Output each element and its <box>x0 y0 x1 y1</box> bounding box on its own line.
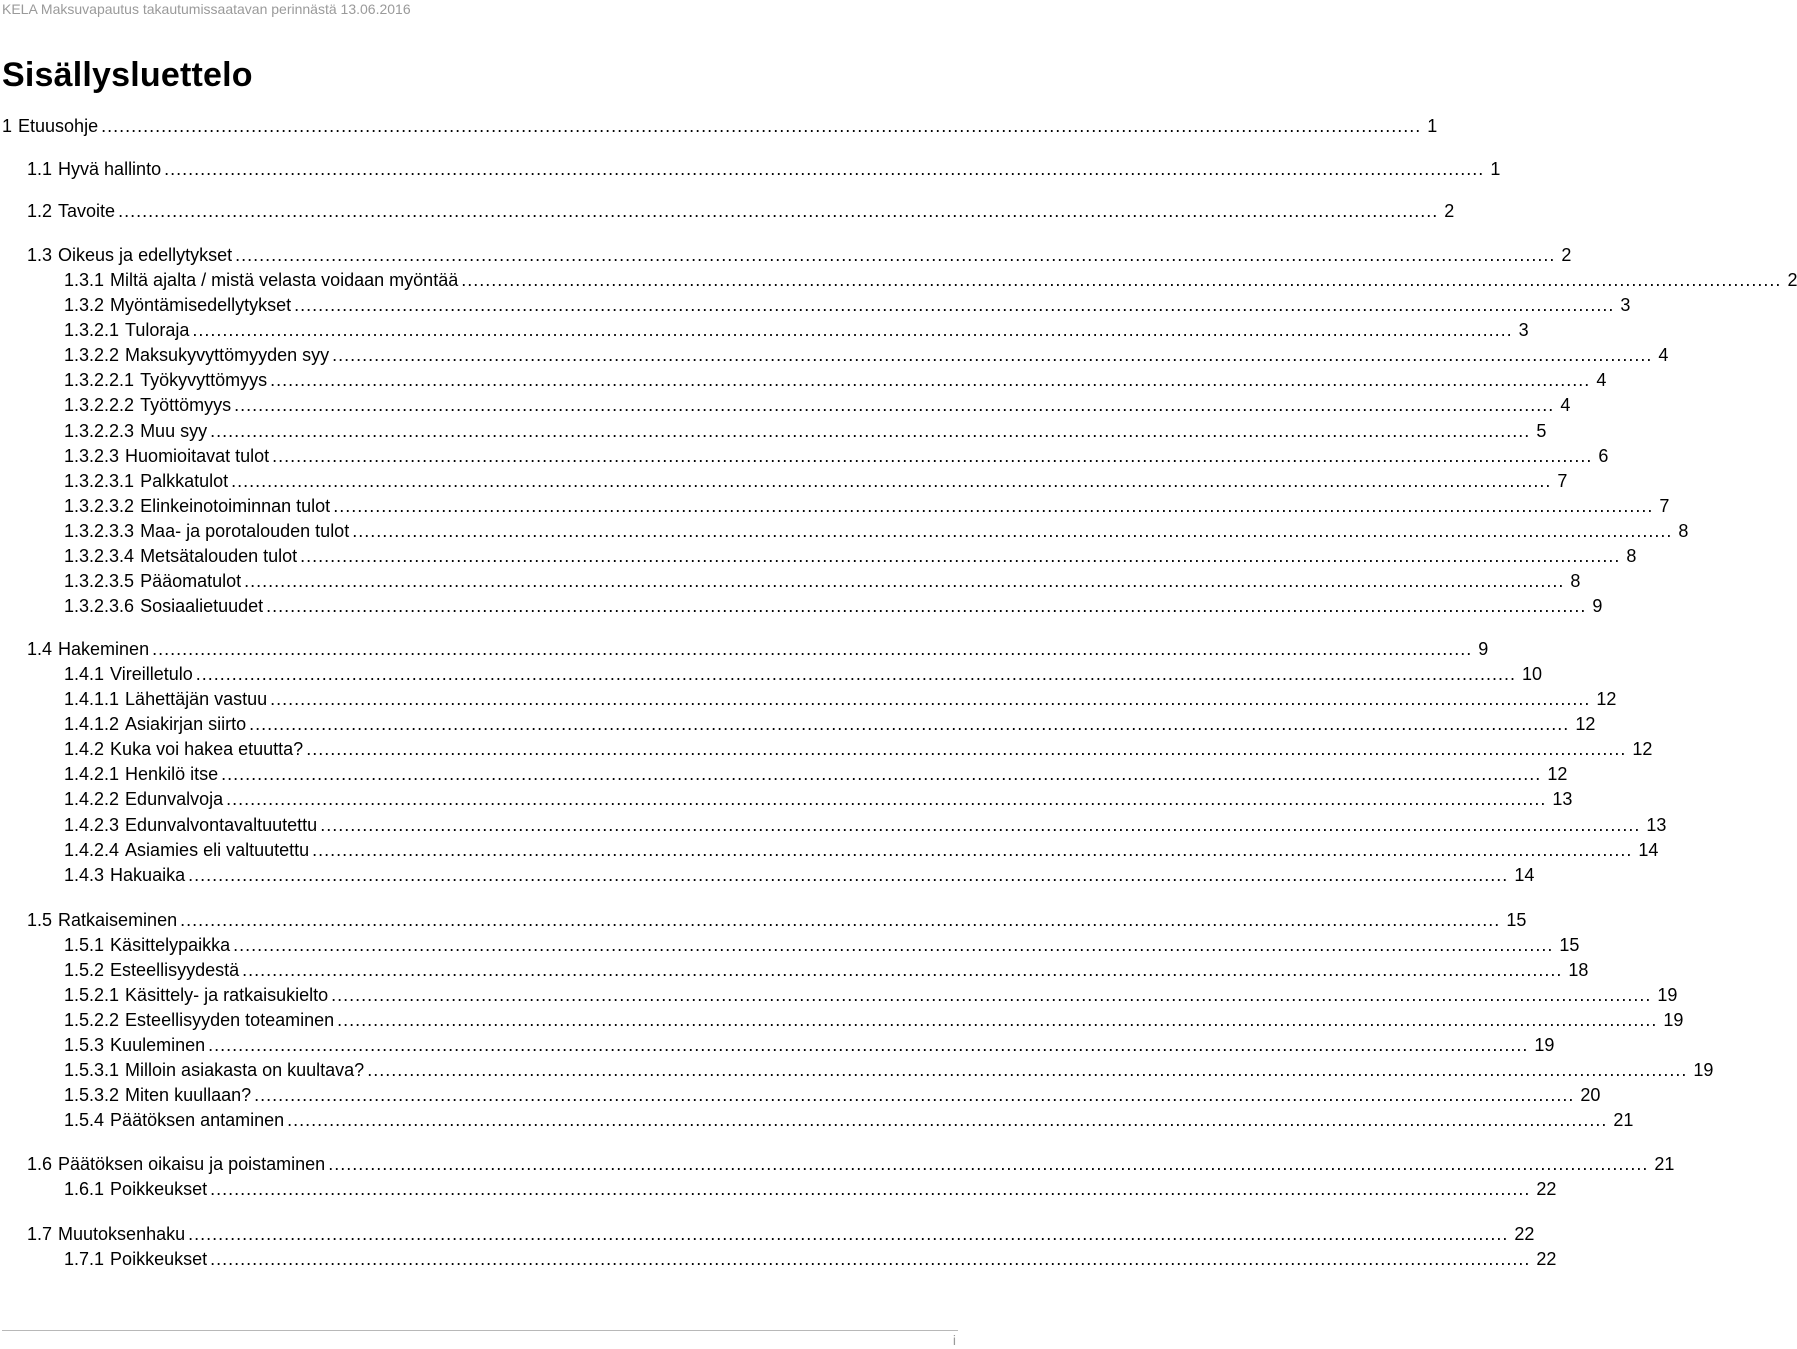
toc-entry-label: Etuusohje <box>18 116 99 136</box>
toc-entry-page-number: 1 <box>1490 159 1501 179</box>
toc-entry-label: Miltä ajalta / mistä velasta voidaan myöntää <box>110 270 459 290</box>
toc-entry-label: Henkilö itse <box>125 764 219 784</box>
toc-entry-leader: ............................................................................................................................................................................................................................ <box>235 245 1556 265</box>
toc-entry-leader: ............................................................................................................................................................................................................................ <box>306 739 1627 759</box>
toc-entry-leader: ............................................................................................................................................................................................................................ <box>300 546 1621 566</box>
toc-entry-leader: ............................................................................................................................................................................................................................ <box>192 320 1513 340</box>
toc-entry-leader: ............................................................................................................................................................................................................................ <box>101 116 1422 136</box>
toc-entry-page-number: 18 <box>1568 960 1589 980</box>
toc-entry-page-number: 19 <box>1534 1035 1555 1055</box>
toc-entry-leader: ............................................................................................................................................................................................................................ <box>332 345 1653 365</box>
toc-entry[interactable] <box>64 294 1631 316</box>
toc-entry-page-number: 8 <box>1678 521 1689 541</box>
toc-entry-page-number: 2 <box>1561 245 1572 265</box>
toc-entry-leader: ............................................................................................................................................................................................................................ <box>270 370 1591 390</box>
toc-entry-label: Metsätalouden tulot <box>140 546 298 566</box>
toc-entry[interactable] <box>64 520 1689 542</box>
toc-entry-page-number: 6 <box>1598 446 1609 466</box>
toc-entry-leader: ............................................................................................................................................................................................................................ <box>328 1154 1649 1174</box>
toc-entry-page-number: 12 <box>1632 739 1653 759</box>
toc-entry[interactable] <box>64 545 1637 567</box>
toc-entry-leader: ............................................................................................................................................................................................................................ <box>367 1060 1688 1080</box>
toc-entry-number: 1.7 <box>27 1224 53 1244</box>
toc-entry-number: 1.6.1 <box>64 1179 105 1199</box>
toc-entry[interactable] <box>64 738 1653 760</box>
toc-entry-page-number: 8 <box>1626 546 1637 566</box>
toc-entry-label: Käsittelypaikka <box>110 935 231 955</box>
toc-entry[interactable] <box>64 984 1678 1006</box>
toc-entry-label: Työttömyys <box>140 395 232 415</box>
toc-entry-number: 1.3.2.1 <box>64 320 120 340</box>
toc-entry-page-number: 21 <box>1654 1154 1675 1174</box>
toc-entry[interactable] <box>64 763 1568 785</box>
toc-entry-number: 1.5.3 <box>64 1035 105 1055</box>
toc-entry-number: 1.4.2.4 <box>64 840 120 860</box>
toc-entry-label: Elinkeinotoiminnan tulot <box>140 496 331 516</box>
toc-entry-leader: ............................................................................................................................................................................................................................ <box>272 446 1593 466</box>
toc-entry-leader: ............................................................................................................................................................................................................................ <box>333 496 1654 516</box>
toc-entry-label: Vireilletulo <box>110 664 193 684</box>
toc-entry[interactable] <box>64 420 1547 442</box>
toc-entry-page-number: 22 <box>1536 1249 1557 1269</box>
toc-entry-label: Esteellisyyden toteaminen <box>125 1010 335 1030</box>
toc-entry-number: 1.4.2 <box>64 739 105 759</box>
toc-entry-page-number: 14 <box>1514 865 1535 885</box>
toc-entry-label: Asiakirjan siirto <box>125 714 247 734</box>
toc-entry-leader: ............................................................................................................................................................................................................................ <box>270 689 1591 709</box>
toc-entry[interactable] <box>64 344 1669 366</box>
toc-entry-leader: ............................................................................................................................................................................................................................ <box>312 840 1633 860</box>
toc-entry-page-number: 10 <box>1521 664 1543 684</box>
toc-entry-label: Käsittely- ja ratkaisukielto <box>125 985 329 1005</box>
toc-entry-page-number: 15 <box>1506 910 1527 930</box>
toc-entry[interactable] <box>2 115 1438 137</box>
toc-entry-number: 1.3.2.2.1 <box>64 370 135 390</box>
toc-entry-label: Oikeus ja edellytykset <box>58 245 233 265</box>
toc-entry-number: 1.5.3.1 <box>64 1060 120 1080</box>
page-title: Sisällysluettelo <box>2 56 253 94</box>
toc-entry-label: Milloin asiakasta on kuultava? <box>125 1060 365 1080</box>
toc-entry-page-number: 2 <box>1787 270 1797 290</box>
toc-entry-page-number: 19 <box>1663 1010 1684 1030</box>
toc-entry-label: Palkkatulot <box>140 471 229 491</box>
toc-entry-leader: ............................................................................................................................................................................................................................ <box>461 270 1782 290</box>
toc-entry-number: 1.4 <box>27 639 53 659</box>
toc-entry[interactable] <box>64 394 1571 416</box>
toc-entry-page-number: 21 <box>1613 1110 1634 1130</box>
toc-entry[interactable] <box>27 1153 1675 1175</box>
toc-entry-number: 1.3 <box>27 245 53 265</box>
toc-entry-label: Poikkeukset <box>110 1179 208 1199</box>
toc-entry-page-number: 7 <box>1557 471 1568 491</box>
toc-entry[interactable] <box>64 1109 1634 1131</box>
toc-entry[interactable] <box>64 1009 1684 1031</box>
toc-entry-page-number: 14 <box>1638 840 1659 860</box>
toc-entry-number: 1.3.2.3.5 <box>64 571 135 591</box>
toc-entry[interactable] <box>64 1178 1557 1200</box>
toc-entry-label: Edunvalvoja <box>125 789 224 809</box>
toc-entry-leader: ............................................................................................................................................................................................................................ <box>188 1224 1509 1244</box>
toc-entry[interactable] <box>64 1034 1555 1056</box>
toc-entry-number: 1.4.2.1 <box>64 764 120 784</box>
toc-entry-page-number: 15 <box>1559 935 1580 955</box>
toc-entry-leader: ............................................................................................................................................................................................................................ <box>331 985 1652 1005</box>
toc-entry-page-number: 8 <box>1570 571 1581 591</box>
toc-entry-number: 1.3.2 <box>64 295 105 315</box>
toc-entry-label: Maa- ja porotalouden tulot <box>140 521 350 541</box>
toc-entry[interactable] <box>64 445 1609 467</box>
toc-entry-label: Tuloraja <box>125 320 190 340</box>
toc-entry-number: 1.5 <box>27 910 53 930</box>
toc-entry[interactable] <box>64 470 1568 492</box>
toc-entry-leader: ............................................................................................................................................................................................................................ <box>231 471 1552 491</box>
toc-entry[interactable] <box>64 959 1589 981</box>
toc-entry-label: Hakeminen <box>58 639 150 659</box>
footer-page-number: i <box>952 1332 956 1348</box>
toc-entry-label: Muu syy <box>140 421 208 441</box>
toc-entry-page-number: 22 <box>1514 1224 1535 1244</box>
toc-entry-number: 1.3.2.3.1 <box>64 471 135 491</box>
toc-entry-leader: ............................................................................................................................................................................................................................ <box>244 571 1565 591</box>
toc-entry-number: 1.7.1 <box>64 1249 105 1269</box>
toc-entry[interactable] <box>27 158 1501 180</box>
toc-entry-label: Sosiaalietuudet <box>140 596 264 616</box>
toc-entry-leader: ............................................................................................................................................................................................................................ <box>242 960 1563 980</box>
toc-entry-label: Ratkaiseminen <box>58 910 178 930</box>
toc-entry-leader: ............................................................................................................................................................................................................................ <box>254 1085 1575 1105</box>
toc-entry[interactable] <box>64 369 1607 391</box>
toc-entry-leader: ............................................................................................................................................................................................................................ <box>266 596 1587 616</box>
toc-entry-label: Hakuaika <box>110 865 186 885</box>
footer-divider <box>2 1330 958 1331</box>
toc-entry-leader: ............................................................................................................................................................................................................................ <box>337 1010 1658 1030</box>
toc-entry-number: 1.5.2.2 <box>64 1010 120 1030</box>
toc-entry-page-number: 12 <box>1575 714 1596 734</box>
toc-entry-number: 1.3.2.3.3 <box>64 521 135 541</box>
toc-entry-leader: ............................................................................................................................................................................................................................ <box>226 789 1547 809</box>
toc-entry[interactable] <box>64 839 1659 861</box>
toc-entry-label: Lähettäjän vastuu <box>125 689 268 709</box>
toc-entry-page-number: 9 <box>1592 596 1603 616</box>
toc-entry-label: Esteellisyydestä <box>110 960 240 980</box>
toc-entry-number: 1.5.4 <box>64 1110 105 1130</box>
toc-entry-page-number: 2 <box>1444 201 1455 221</box>
toc-entry-number: 1.4.1 <box>64 664 105 684</box>
toc-entry-label: Pääomatulot <box>140 571 242 591</box>
toc-entry-label: Tavoite <box>58 201 116 221</box>
toc-entry-leader: ............................................................................................................................................................................................................................ <box>320 815 1641 835</box>
toc-entry-leader: ............................................................................................................................................................................................................................ <box>287 1110 1608 1130</box>
toc-entry-label: Kuka voi hakea etuutta? <box>110 739 304 759</box>
toc-entry[interactable] <box>64 688 1617 710</box>
toc-entry-label: Edunvalvontavaltuutettu <box>125 815 318 835</box>
toc-entry-number: 1.3.2.3.2 <box>64 496 135 516</box>
toc-entry[interactable] <box>27 1223 1535 1245</box>
toc-entry-label: Muutoksenhaku <box>58 1224 186 1244</box>
toc-entry-page-number: 19 <box>1693 1060 1714 1080</box>
toc-entry-label: Huomioitavat tulot <box>125 446 270 466</box>
toc-entry-number: 1.4.1.2 <box>64 714 120 734</box>
toc-entry-number: 1.4.3 <box>64 865 105 885</box>
toc-entry-number: 1.5.1 <box>64 935 105 955</box>
toc-entry-label: Päätöksen antaminen <box>110 1110 285 1130</box>
toc-entry-number: 1.3.2.3.6 <box>64 596 135 616</box>
toc-entry-page-number: 9 <box>1478 639 1489 659</box>
toc-entry[interactable] <box>64 663 1543 685</box>
toc-entry-leader: ............................................................................................................................................................................................................................ <box>210 1179 1531 1199</box>
toc-entry-label: Maksukyvyttömyyden syy <box>125 345 330 365</box>
toc-entry-leader: ............................................................................................................................................................................................................................ <box>294 295 1615 315</box>
toc-entry[interactable] <box>64 319 1529 341</box>
toc-entry-leader: ............................................................................................................................................................................................................................ <box>221 764 1542 784</box>
toc-entry-number: 1.3.2.2.3 <box>64 421 135 441</box>
toc-entry-number: 1.4.2.2 <box>64 789 120 809</box>
toc-entry-number: 1.5.2.1 <box>64 985 120 1005</box>
toc-entry-label: Asiamies eli valtuutettu <box>125 840 310 860</box>
toc-entry[interactable] <box>64 1059 1714 1081</box>
document-header: KELA Maksuvapautus takautumissaatavan perinnästä 13.06.2016 <box>2 1 411 17</box>
toc-entry-number: 1.4.1.1 <box>64 689 120 709</box>
toc-entry-leader: ............................................................................................................................................................................................................................ <box>210 421 1531 441</box>
toc-entry-page-number: 13 <box>1646 815 1667 835</box>
toc-entry[interactable] <box>64 570 1581 592</box>
toc-entry-leader: ............................................................................................................................................................................................................................ <box>118 201 1439 221</box>
toc-entry[interactable] <box>64 1248 1557 1270</box>
toc-entry-page-number: 4 <box>1560 395 1571 415</box>
toc-entry-page-number: 3 <box>1620 295 1631 315</box>
toc-entry[interactable] <box>27 244 1572 266</box>
toc-entry[interactable] <box>64 495 1670 517</box>
toc-entry-page-number: 22 <box>1536 1179 1557 1199</box>
toc-entry-number: 1.1 <box>27 159 53 179</box>
toc-entry-leader: ............................................................................................................................................................................................................................ <box>180 910 1501 930</box>
toc-entry-leader: ............................................................................................................................................................................................................................ <box>164 159 1485 179</box>
toc-entry-number: 1.4.2.3 <box>64 815 120 835</box>
toc-entry-page-number: 3 <box>1518 320 1529 340</box>
toc-entry-number: 1.5.2 <box>64 960 105 980</box>
toc-entry-page-number: 20 <box>1580 1085 1601 1105</box>
toc-entry-label: Hyvä hallinto <box>58 159 162 179</box>
toc-entry[interactable] <box>64 864 1535 886</box>
toc-entry-label: Päätöksen oikaisu ja poistaminen <box>58 1154 326 1174</box>
toc-entry[interactable] <box>64 934 1580 956</box>
toc-entry[interactable] <box>64 595 1603 617</box>
toc-entry-leader: ............................................................................................................................................................................................................................ <box>234 395 1555 415</box>
toc-entry-leader: ............................................................................................................................................................................................................................ <box>208 1035 1529 1055</box>
toc-entry-number: 1.2 <box>27 201 53 221</box>
toc-entry-label: Miten kuullaan? <box>125 1085 252 1105</box>
toc-entry-leader: ............................................................................................................................................................................................................................ <box>195 664 1516 684</box>
toc-entry-page-number: 4 <box>1658 345 1669 365</box>
toc-entry-number: 1.3.2.2 <box>64 345 120 365</box>
toc-entry-number: 1.6 <box>27 1154 53 1174</box>
toc-entry[interactable] <box>64 788 1573 810</box>
toc-entry-number: 1 <box>2 116 13 136</box>
toc-entry-leader: ............................................................................................................................................................................................................................ <box>188 865 1509 885</box>
toc-entry-number: 1.3.2.2.2 <box>64 395 135 415</box>
toc-entry[interactable] <box>27 909 1527 931</box>
toc-entry-page-number: 1 <box>1427 116 1438 136</box>
toc-entry-page-number: 19 <box>1657 985 1678 1005</box>
toc-entry-page-number: 13 <box>1552 789 1573 809</box>
toc-entry-number: 1.3.2.3.4 <box>64 546 135 566</box>
toc-entry[interactable] <box>27 638 1489 660</box>
toc-entry-label: Kuuleminen <box>110 1035 206 1055</box>
toc-entry-label: Poikkeukset <box>110 1249 208 1269</box>
toc-entry-leader: ............................................................................................................................................................................................................................ <box>152 639 1473 659</box>
toc-entry-page-number: 12 <box>1547 764 1568 784</box>
toc-entry[interactable] <box>64 1084 1601 1106</box>
toc-entry-label: Myöntämisedellytykset <box>110 295 292 315</box>
toc-entry[interactable] <box>27 200 1455 222</box>
toc-entry-page-number: 12 <box>1596 689 1617 709</box>
toc-entry-leader: ............................................................................................................................................................................................................................ <box>233 935 1554 955</box>
toc-entry-number: 1.3.1 <box>64 270 105 290</box>
toc-entry-page-number: 4 <box>1596 370 1607 390</box>
toc-entry-number: 1.3.2.3 <box>64 446 120 466</box>
toc-entry[interactable] <box>64 269 1797 291</box>
toc-entry-page-number: 5 <box>1536 421 1547 441</box>
toc-entry[interactable] <box>64 814 1667 836</box>
toc-entry[interactable] <box>64 713 1596 735</box>
toc-entry-leader: ............................................................................................................................................................................................................................ <box>249 714 1570 734</box>
toc-entry-page-number: 7 <box>1659 496 1670 516</box>
toc-entry-label: Työkyvyttömyys <box>140 370 268 390</box>
toc-entry-number: 1.5.3.2 <box>64 1085 120 1105</box>
toc-entry-leader: ............................................................................................................................................................................................................................ <box>352 521 1673 541</box>
toc-entry-leader: ............................................................................................................................................................................................................................ <box>210 1249 1531 1269</box>
